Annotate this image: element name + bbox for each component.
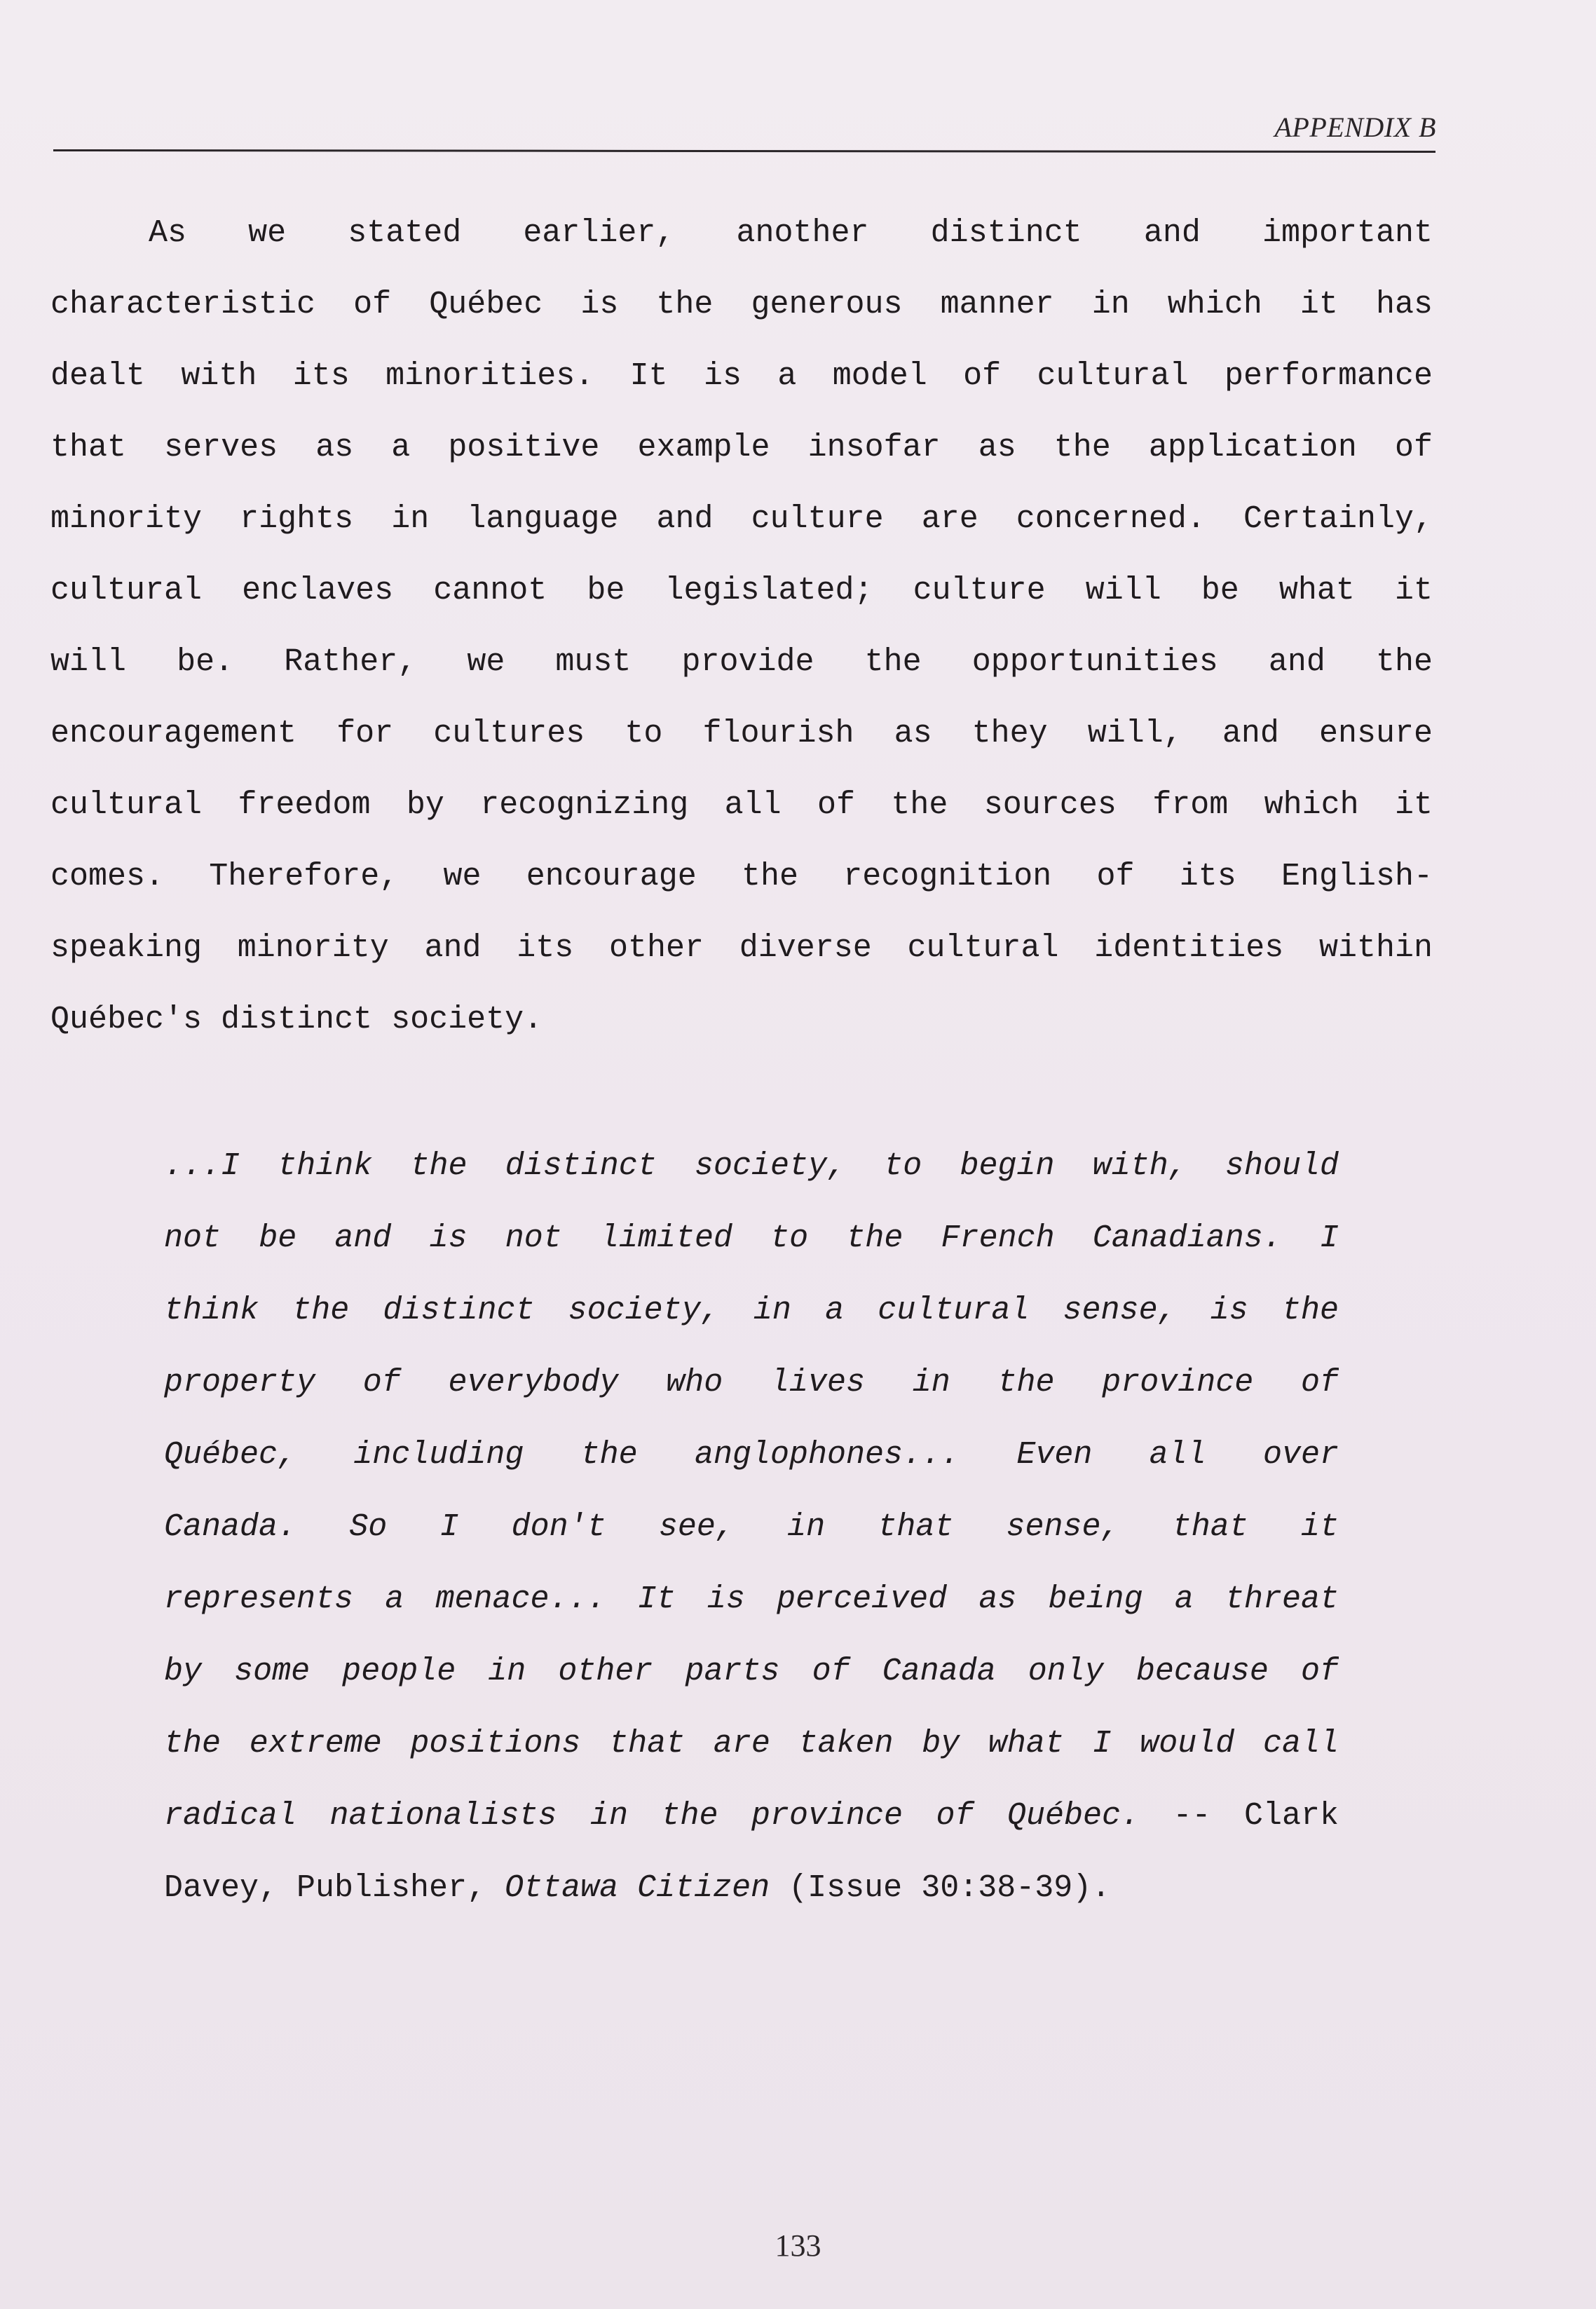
- main-paragraph: [50, 198, 1433, 1056]
- quote-line: property of everybody who lives in the province of: [164, 1365, 1339, 1401]
- paragraph-line: will be. Rather, we must provide the opportunities and the: [50, 644, 1433, 680]
- section-header: APPENDIX B: [1274, 111, 1436, 143]
- quote-line: the extreme positions that are taken by what I would call: [164, 1726, 1339, 1762]
- quote-line: by some people in other parts of Canada only because of: [164, 1654, 1339, 1689]
- quote-line: not be and is not limited to the French Canadians. I: [164, 1220, 1339, 1256]
- quote-line: Canada. So I don't see, in that sense, that it: [164, 1509, 1339, 1545]
- paragraph-line: cultural freedom by recognizing all of the sources from which it: [50, 787, 1433, 823]
- paragraph-line: that serves as a positive example insofar as the application of: [50, 430, 1433, 465]
- block-quote: [164, 1130, 1339, 1924]
- paragraph-line: As we stated earlier, another distinct and important: [149, 215, 1433, 251]
- paragraph-line: encouragement for cultures to flourish as they will, and ensure: [50, 716, 1433, 751]
- quote-attribution: -- Clark: [1140, 1798, 1339, 1834]
- paragraph-line: Québec's distinct society.: [50, 1002, 543, 1037]
- quote-line: [164, 1780, 1339, 1852]
- paragraph-line: dealt with its minorities. It is a model of cultural performance: [50, 358, 1433, 394]
- quote-attribution: Davey, Publisher,: [164, 1870, 505, 1906]
- paragraph-line: cultural enclaves cannot be legislated; culture will be what it: [50, 573, 1433, 608]
- paragraph-line: minority rights in language and culture are concerned. Certainly,: [50, 501, 1433, 537]
- quote-line: ...I think the distinct society, to begin with, should: [164, 1148, 1339, 1184]
- publication-title: Ottawa Citizen: [505, 1870, 770, 1906]
- quote-line: Québec, including the anglophones... Even all over: [164, 1437, 1339, 1473]
- quote-citation: (Issue 30:38-39).: [770, 1870, 1111, 1906]
- quote-line: think the distinct society, in a cultural sense, is the: [164, 1293, 1339, 1328]
- header-rule: [53, 149, 1435, 153]
- quote-line: represents a menace... It is perceived as being a threat: [164, 1581, 1339, 1617]
- paragraph-line: comes. Therefore, we encourage the recognition of its English-: [50, 859, 1433, 894]
- quote-line: [164, 1852, 1339, 1924]
- quote-text: radical nationalists in the province of Québec.: [164, 1798, 1140, 1834]
- page-number: 133: [775, 2228, 821, 2263]
- paragraph-line: characteristic of Québec is the generous manner in which it has: [50, 287, 1433, 322]
- paragraph-line: speaking minority and its other diverse cultural identities within: [50, 930, 1433, 966]
